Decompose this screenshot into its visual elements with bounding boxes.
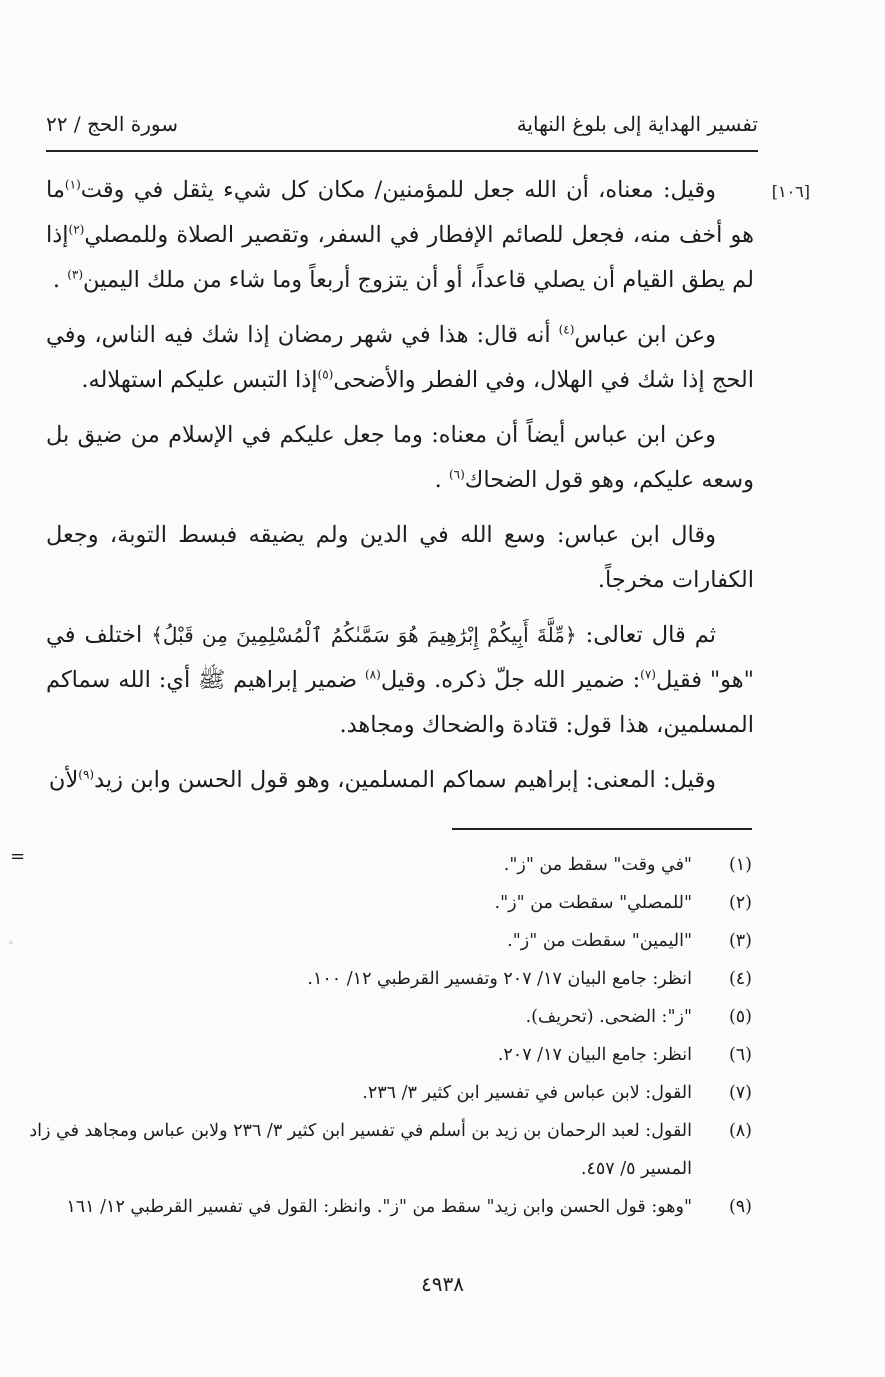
text-segment: اختلف في "هو" فقيل: [46, 622, 755, 693]
footnote-number: (٣): [728, 931, 752, 951]
text-segment: وقال ابن عباس: وسع الله في الدين ولم يضيقه فبسط التوبة، وجعل الكفارات مخرجاً.: [46, 522, 754, 593]
footnote-text: "ز": الضحى. (تحريف).: [525, 1007, 692, 1027]
scan-speck: ◦: [8, 938, 14, 949]
footnote: [10, 846, 752, 884]
footnote-marker: (٧): [640, 667, 656, 682]
footnote: [10, 1188, 752, 1226]
text-segment: ضمير إبراهيم ﷺ أي: الله سماكم المسلمين، هذا قول: قتادة والضحاك ومجاهد.: [46, 667, 754, 738]
text-segment: وقيل: معناه، أن الله جعل للمؤمنين/ مكان كل شيء يثقل في وقت: [80, 177, 716, 203]
paragraph: [46, 613, 754, 748]
paragraph: [46, 168, 754, 303]
text-segment: ثم قال تعالى:: [576, 622, 716, 648]
footnote-marker: (٥): [317, 367, 334, 382]
footnote: [10, 884, 752, 922]
footnote-text: القول: لابن عباس في تفسير ابن كثير ٣/ ٢٣٦.: [362, 1083, 692, 1103]
footnote-number: (٦): [728, 1045, 752, 1065]
continuation-mark: =: [10, 846, 26, 867]
footnote-number: (٤): [728, 969, 752, 989]
text-segment: .: [434, 467, 449, 493]
paragraph: [46, 313, 754, 403]
footnote-marker: (٣): [67, 267, 84, 282]
footnote-rule: [452, 828, 752, 830]
footnote-text: "وهو: قول الحسن وابن زيد" سقط من "ز". وانظر: القول في تفسير القرطبي ١٢/ ١٦١: [66, 1197, 692, 1217]
text-segment: إذا التبس عليكم استهلاله.: [81, 367, 318, 393]
footnote: [10, 1036, 752, 1074]
footnote: [10, 998, 752, 1036]
main-text: [46, 168, 754, 813]
text-segment: وعن ابن عباس: [574, 322, 716, 348]
footnote: [10, 960, 752, 998]
running-header: [46, 112, 758, 142]
text-segment: وقيل: المعنى: إبراهيم سماكم المسلمين، وهو قول الحسن وابن زيد: [94, 767, 716, 793]
footnote-text: "اليمين" سقطت من "ز".: [507, 931, 692, 951]
footnote-number: (٧): [728, 1083, 752, 1103]
footnote-text: "في وقت" سقط من "ز".: [503, 855, 692, 875]
footnote-marker: (٤): [558, 322, 575, 337]
paragraph: [46, 758, 754, 803]
footnote-marker: (٩): [78, 767, 95, 782]
margin-reference: [١٠٦]: [771, 182, 810, 201]
text-segment: ما هو أخف منه، فجعل للصائم الإفطار في السفر، وتقصير الصلاة وللمصلي: [46, 177, 754, 248]
footnote-marker: (١): [64, 177, 81, 192]
footnote: [10, 1074, 752, 1112]
footnote-marker: (٢): [68, 222, 85, 237]
text-segment: .: [52, 267, 68, 293]
footnote-number: (٨): [728, 1121, 752, 1141]
footnote-number: (٥): [728, 1007, 752, 1027]
footnote-number: (٢): [728, 893, 752, 913]
header-rule: [46, 150, 758, 152]
page-number: ٤٩٣٨: [421, 1272, 464, 1296]
text-segment: لأن: [48, 767, 79, 793]
footnote-text: انظر: جامع البيان ١٧/ ٢٠٧.: [497, 1045, 692, 1065]
footnote-number: (١): [728, 855, 752, 875]
text-segment: وعن ابن عباس أيضاً أن معناه: وما جعل عليكم في الإسلام من ضيق بل وسعه عليكم، وهو قول الضحاك: [46, 422, 754, 493]
book-title: تفسير الهداية إلى بلوغ النهاية: [516, 112, 758, 136]
footnote: [10, 922, 752, 960]
text-segment: : ضمير الله جلّ ذكره. وقيل: [380, 667, 641, 693]
text-segment: إذا لم يطق القيام أن يصلي قاعداً، أو أن يتزوج أربعاً وما شاء من ملك اليمين: [46, 222, 754, 293]
footnote-marker: (٦): [448, 467, 465, 482]
text-segment: أنه قال: هذا في شهر رمضان إذا شك فيه الناس، وفي الحج إذا شك في الهلال، وفي الفطر والأضحى: [46, 322, 754, 393]
surah-label: سورة الحج / ٢٢: [46, 112, 178, 136]
footnote-text: انظر: جامع البيان ١٧/ ٢٠٧ وتفسير القرطبي ١٢/ ١٠٠.: [307, 969, 692, 989]
footnote-text: "للمصلي" سقطت من "ز".: [494, 893, 692, 913]
quran-verse: ﴿مِّلَّةَ أَبِيكُمْ إِبْرَٰهِيمَ هُوَ سَمَّىٰكُمُ ٱلْمُسْلِمِينَ مِن قَبْلُ﴾: [151, 623, 577, 647]
footnote-number: (٩): [728, 1197, 752, 1217]
footnote-text: القول: لعبد الرحمان بن زيد بن أسلم في تفسير ابن كثير ٣/ ٢٣٦ ولابن عباس ومجاهد في زاد المسير ٥/ ٤٥٧.: [29, 1121, 692, 1179]
footnote-marker: (٨): [364, 667, 381, 682]
paragraph: [46, 513, 754, 603]
paragraph: [46, 413, 754, 503]
footnote: [10, 1112, 752, 1188]
footnotes: [10, 846, 752, 1226]
